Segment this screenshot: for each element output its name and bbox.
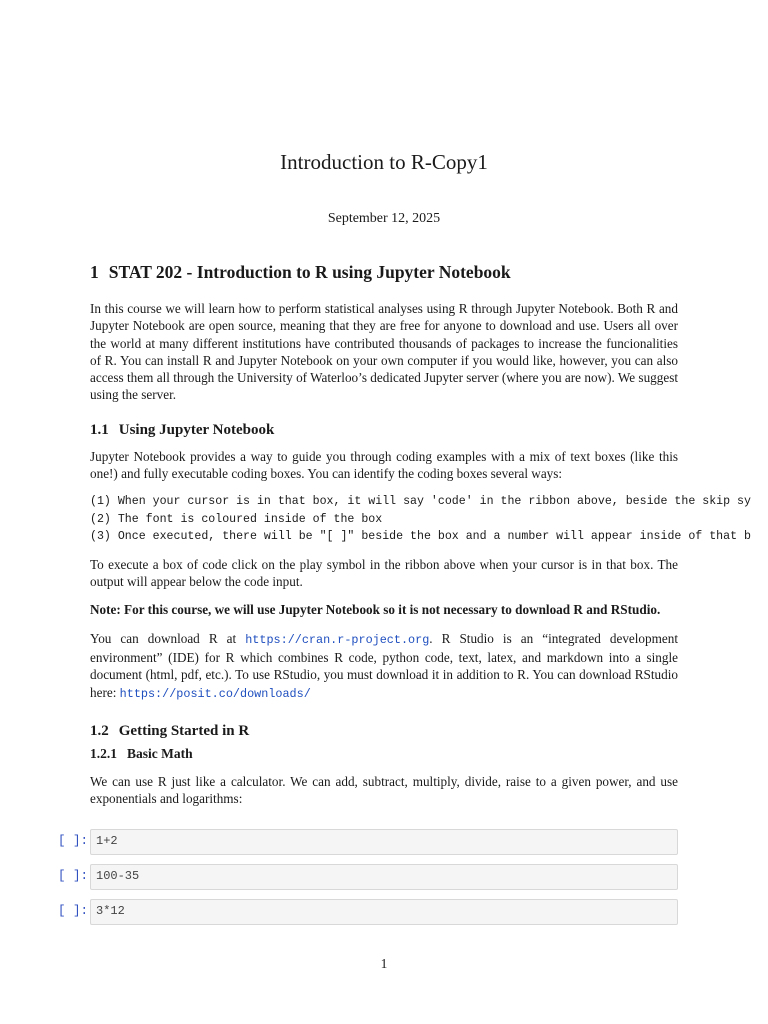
download-text-pre: You can download R at — [90, 630, 246, 646]
cell-code: 100-35 — [96, 869, 140, 883]
list-item: (2) The font is coloured inside of the box — [90, 512, 383, 526]
subsubsection-title: Basic Math — [127, 745, 193, 761]
list-item: (1) When your cursor is in that box, it will say 'code' in the ribbon above, beside the skip sy — [90, 495, 751, 509]
subsection-title: Getting Started in R — [118, 722, 250, 739]
section-heading — [90, 260, 678, 284]
jupyter-intro-paragraph: Jupyter Notebook provides a way to guide you through coding examples with a mix of text boxes (like this one!) and fully executable coding boxes. You can identify the coding boxes several ways: — [90, 448, 678, 482]
code-input[interactable] — [90, 899, 678, 925]
document-body — [90, 260, 751, 819]
subsection-heading-getting-started — [90, 721, 678, 741]
page-number: 1 — [380, 956, 388, 971]
cell-code: 1+2 — [96, 834, 118, 848]
section-title: STAT 202 - Introduction to R using Jupyter Notebook — [108, 262, 511, 282]
subsubsection-heading-basic-math — [90, 745, 678, 763]
code-cell — [0, 829, 768, 855]
subsubsection-number: 1.2.1 — [90, 745, 117, 761]
cell-code: 3*12 — [96, 904, 125, 918]
subsection-number: 1.1 — [90, 421, 109, 438]
rstudio-download-link[interactable]: https://posit.co/downloads/ — [119, 686, 311, 701]
execute-paragraph: To execute a box of code click on the play symbol in the ribbon above when your cursor is in that box. The output will appear below the code input. — [90, 556, 678, 590]
identify-list — [90, 493, 768, 546]
list-item: (3) Once executed, there will be "[ ]" beside the box and a number will appear inside of that b — [90, 530, 751, 544]
document-title: Introduction to R-Copy1 — [280, 150, 488, 174]
code-cell — [0, 899, 768, 925]
download-text-mid: . R Studio is an “integrated development environment” (IDE) for R which combines R code, python code, text, latex, and markdown into a single document (html, pdf, etc.). To use RStudio, you must download it in addition to R. You can download RStudio here: — [90, 630, 678, 700]
code-input[interactable] — [90, 829, 678, 855]
basic-math-paragraph: We can use R just like a calculator. We can add, subtract, multiply, divide, raise to a given power, and use exponentials and logarithms: — [90, 773, 678, 807]
document-date: September 12, 2025 — [327, 211, 441, 226]
cell-prompt: [ ]: — [58, 869, 89, 883]
r-download-link[interactable]: https://cran.r-project.org — [245, 632, 430, 647]
note-paragraph: Note: For this course, we will use Jupyter Notebook so it is not necessary to download R and RStudio. — [90, 602, 661, 618]
code-input[interactable] — [90, 864, 678, 890]
cell-prompt: [ ]: — [58, 834, 89, 848]
subsection-number: 1.2 — [90, 722, 109, 739]
subsection-heading-using-jupyter — [90, 420, 678, 440]
download-paragraph — [90, 630, 678, 703]
subsection-title: Using Jupyter Notebook — [118, 421, 275, 438]
cell-prompt: [ ]: — [58, 904, 89, 918]
section-number: 1 — [90, 262, 99, 282]
code-cell — [0, 864, 768, 890]
intro-paragraph: In this course we will learn how to perform statistical analyses using R through Jupyter Notebook. Both R and Jupyter Notebook are open source, meaning that they are free for anyone to download and use. Users all over the world at many different institutions have contributed thousands of packages to increase the funcionalities of R. You can install R and Jupyter Notebook on your own computer if you would like, however, you can also access them all through the University of Waterloo’s dedicated Jupyter server (where you are now). We suggest using the server. — [90, 301, 678, 403]
